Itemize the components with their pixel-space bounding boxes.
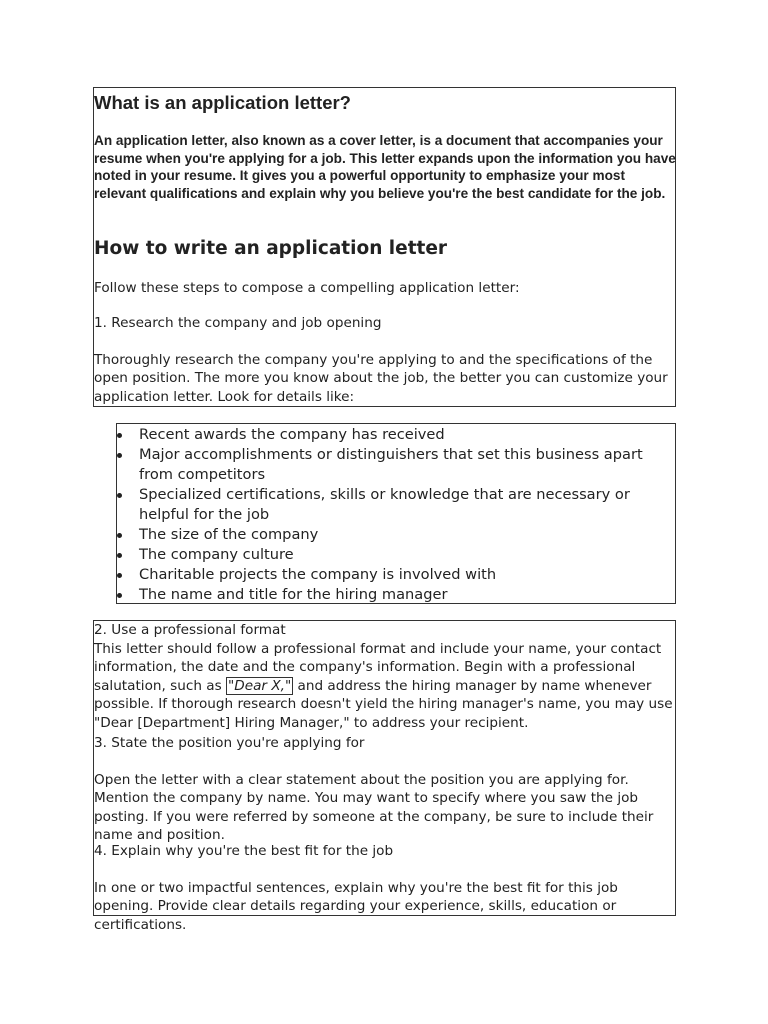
salutation-example: "Dear X," (228, 677, 292, 694)
intro-paragraph: An application letter, also known as a cover letter, is a document that accompanies your resume when you're applying for a job. This letter expands upon the information you have noted in your resume. It gives you a powerful opportunity to emphasize your most relevant qualifications and explain why you believe you're the best candidate for the job. (94, 133, 676, 201)
steps-section (93, 620, 676, 933)
bullet-dot-icon (117, 433, 122, 438)
list-item (117, 445, 657, 485)
step-1-body: Thoroughly research the company you're applying to and the specifications of the open position. The more you know about the job, the better you can customize your application letter. Look for details like: (94, 352, 668, 405)
step-2-body-start: This letter should follow a professional format and include your name, your contact information, the date and the company's information. Begin with a professional salutation, such as (94, 641, 662, 694)
bullet-list (117, 425, 657, 605)
list-item (117, 425, 657, 445)
intro-section (93, 87, 676, 407)
bullet-dot-icon (117, 593, 122, 598)
list-item (117, 525, 657, 545)
steps-intro: Follow these steps to compose a compelling application letter: (94, 280, 520, 296)
bullet-dot-icon (117, 453, 122, 458)
list-item-text: The name and title for the hiring manager (139, 586, 448, 603)
step-1-title: 1. Research the company and job opening (94, 315, 382, 331)
list-item (117, 545, 657, 565)
step-4-body: In one or two impactful sentences, explain why you're the best fit for this job opening. Provide clear details regarding your experience, skills, education or certifications. (94, 880, 618, 933)
list-item-text: Specialized certifications, skills or knowledge that are necessary or helpful for the job (139, 486, 630, 523)
list-item-text: Charitable projects the company is involved with (139, 566, 497, 583)
page-title: What is an application letter? (94, 92, 351, 113)
bullet-dot-icon (117, 533, 122, 538)
bullet-list-section (116, 423, 676, 604)
step-4-title: 4. Explain why you're the best fit for the job (94, 843, 394, 859)
list-item-text: The size of the company (139, 526, 319, 543)
section-heading: How to write an application letter (94, 238, 448, 259)
list-item (117, 565, 657, 585)
list-item (117, 585, 657, 605)
step-3-body: Open the letter with a clear statement about the position you are applying for. Mention the company by name. You may want to specify where you saw the job posting. If you were referred by someone at the company, be sure to include their name and position. (94, 772, 654, 844)
bullet-dot-icon (117, 573, 122, 578)
list-item-text: Recent awards the company has received (139, 426, 445, 443)
step-3-title: 3. State the position you're applying for (94, 735, 365, 751)
bullet-dot-icon (117, 493, 122, 498)
bullet-dot-icon (117, 553, 122, 558)
list-item-text: The company culture (139, 546, 294, 563)
step-2-body (94, 640, 674, 732)
step-2-body-end: and address the hiring manager by name whenever possible. If thorough research doesn't yield the hiring manager's name, you may use "Dear [Department] Hiring Manager," to address your recipient. (94, 677, 673, 731)
list-item-text: Major accomplishments or distinguishers that set this business apart from competitors (139, 446, 643, 483)
step-2-title: 2. Use a professional format (94, 622, 286, 638)
list-item (117, 485, 657, 525)
